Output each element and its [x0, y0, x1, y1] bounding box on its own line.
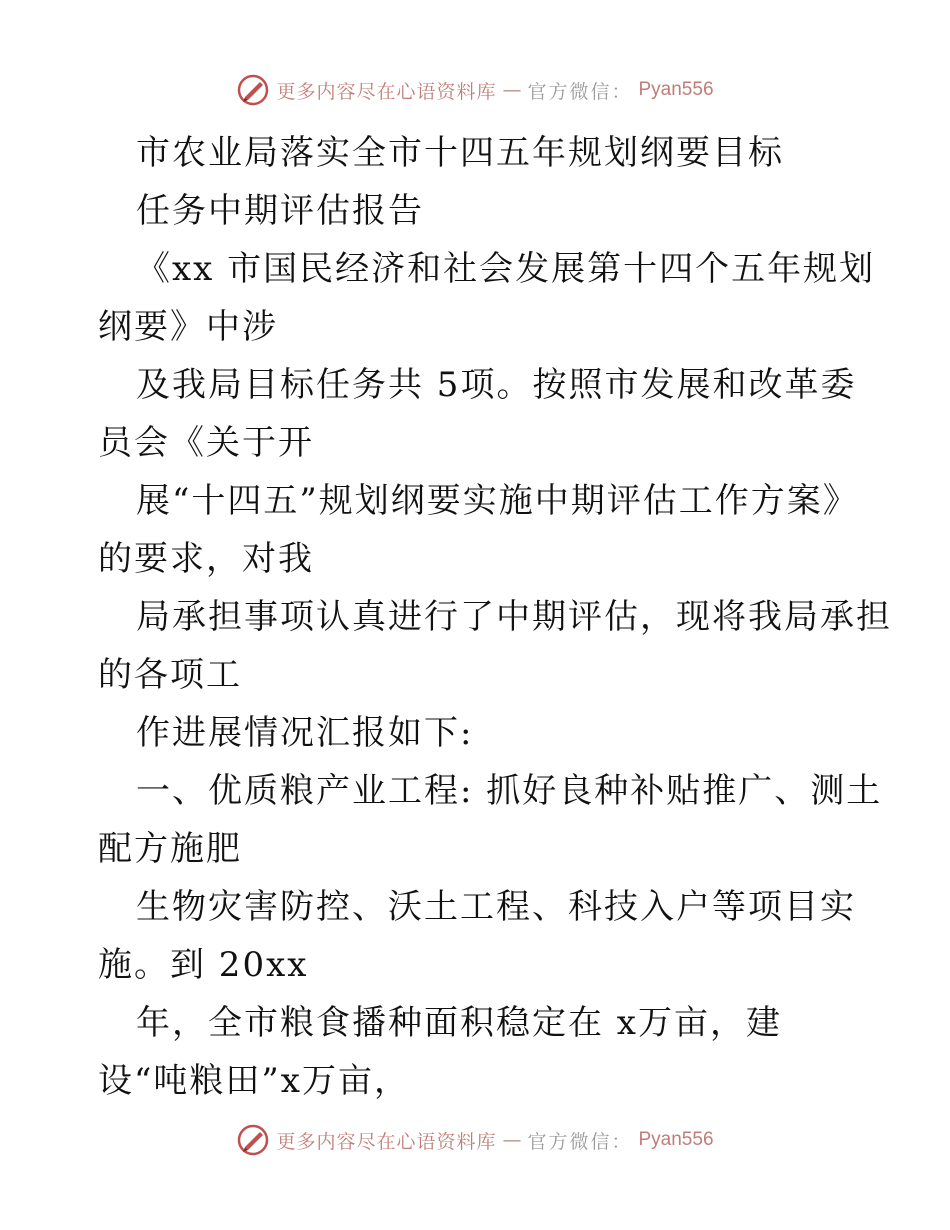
paragraph-line: 一、优质粮产业工程: 抓好良种补贴推广、测土: [136, 771, 883, 811]
watermark-footer: [0, 1120, 950, 1160]
watermark-label: 官方微信：: [527, 80, 633, 103]
watermark-header: [0, 70, 950, 110]
paragraph-line: 设“吨粮田”x万亩，: [98, 1061, 410, 1101]
watermark-label: 官方微信：: [527, 1130, 633, 1153]
paragraph-line: 的要求，对我: [98, 539, 314, 579]
paragraph-line: 纲要》中涉: [98, 307, 278, 347]
paragraph-line: 员会《关于开: [98, 423, 314, 463]
paragraph-line: 年，全市粮食播种面积稳定在 x万亩，建: [136, 1003, 782, 1043]
watermark-wechat-id: Pyan556: [638, 79, 714, 100]
paragraph-line: 及我局目标任务共 5项。按照市发展和改革委: [136, 365, 857, 405]
title-line-2: 任务中期评估报告: [136, 191, 424, 231]
pen-logo-icon: [236, 73, 270, 107]
paragraph-line: 施。到 20xx: [98, 945, 309, 985]
watermark-text: 更多内容尽在心语资料库: [276, 80, 497, 103]
paragraph-line: 配方施肥: [98, 829, 242, 869]
paragraph-line: 局承担事项认真进行了中期评估，现将我局承担: [136, 597, 892, 637]
paragraph-line: 的各项工: [98, 655, 242, 695]
watermark-dash: —: [502, 79, 522, 101]
watermark-text: 更多内容尽在心语资料库: [276, 1130, 497, 1153]
paragraph-line: 《xx 市国民经济和社会发展第十四个五年规划: [136, 249, 876, 289]
paragraph-line: 作进展情况汇报如下:: [136, 713, 474, 753]
watermark-wechat-id: Pyan556: [638, 1129, 714, 1150]
paragraph-line: 生物灾害防控、沃土工程、科技入户等项目实: [136, 887, 856, 927]
title-line-1: 市农业局落实全市十四五年规划纲要目标: [136, 133, 784, 173]
document-body: [98, 124, 892, 1110]
watermark-dash: —: [502, 1129, 522, 1151]
paragraph-line: 展“十四五”规划纲要实施中期评估工作方案》: [136, 481, 859, 521]
pen-logo-icon: [236, 1123, 270, 1157]
